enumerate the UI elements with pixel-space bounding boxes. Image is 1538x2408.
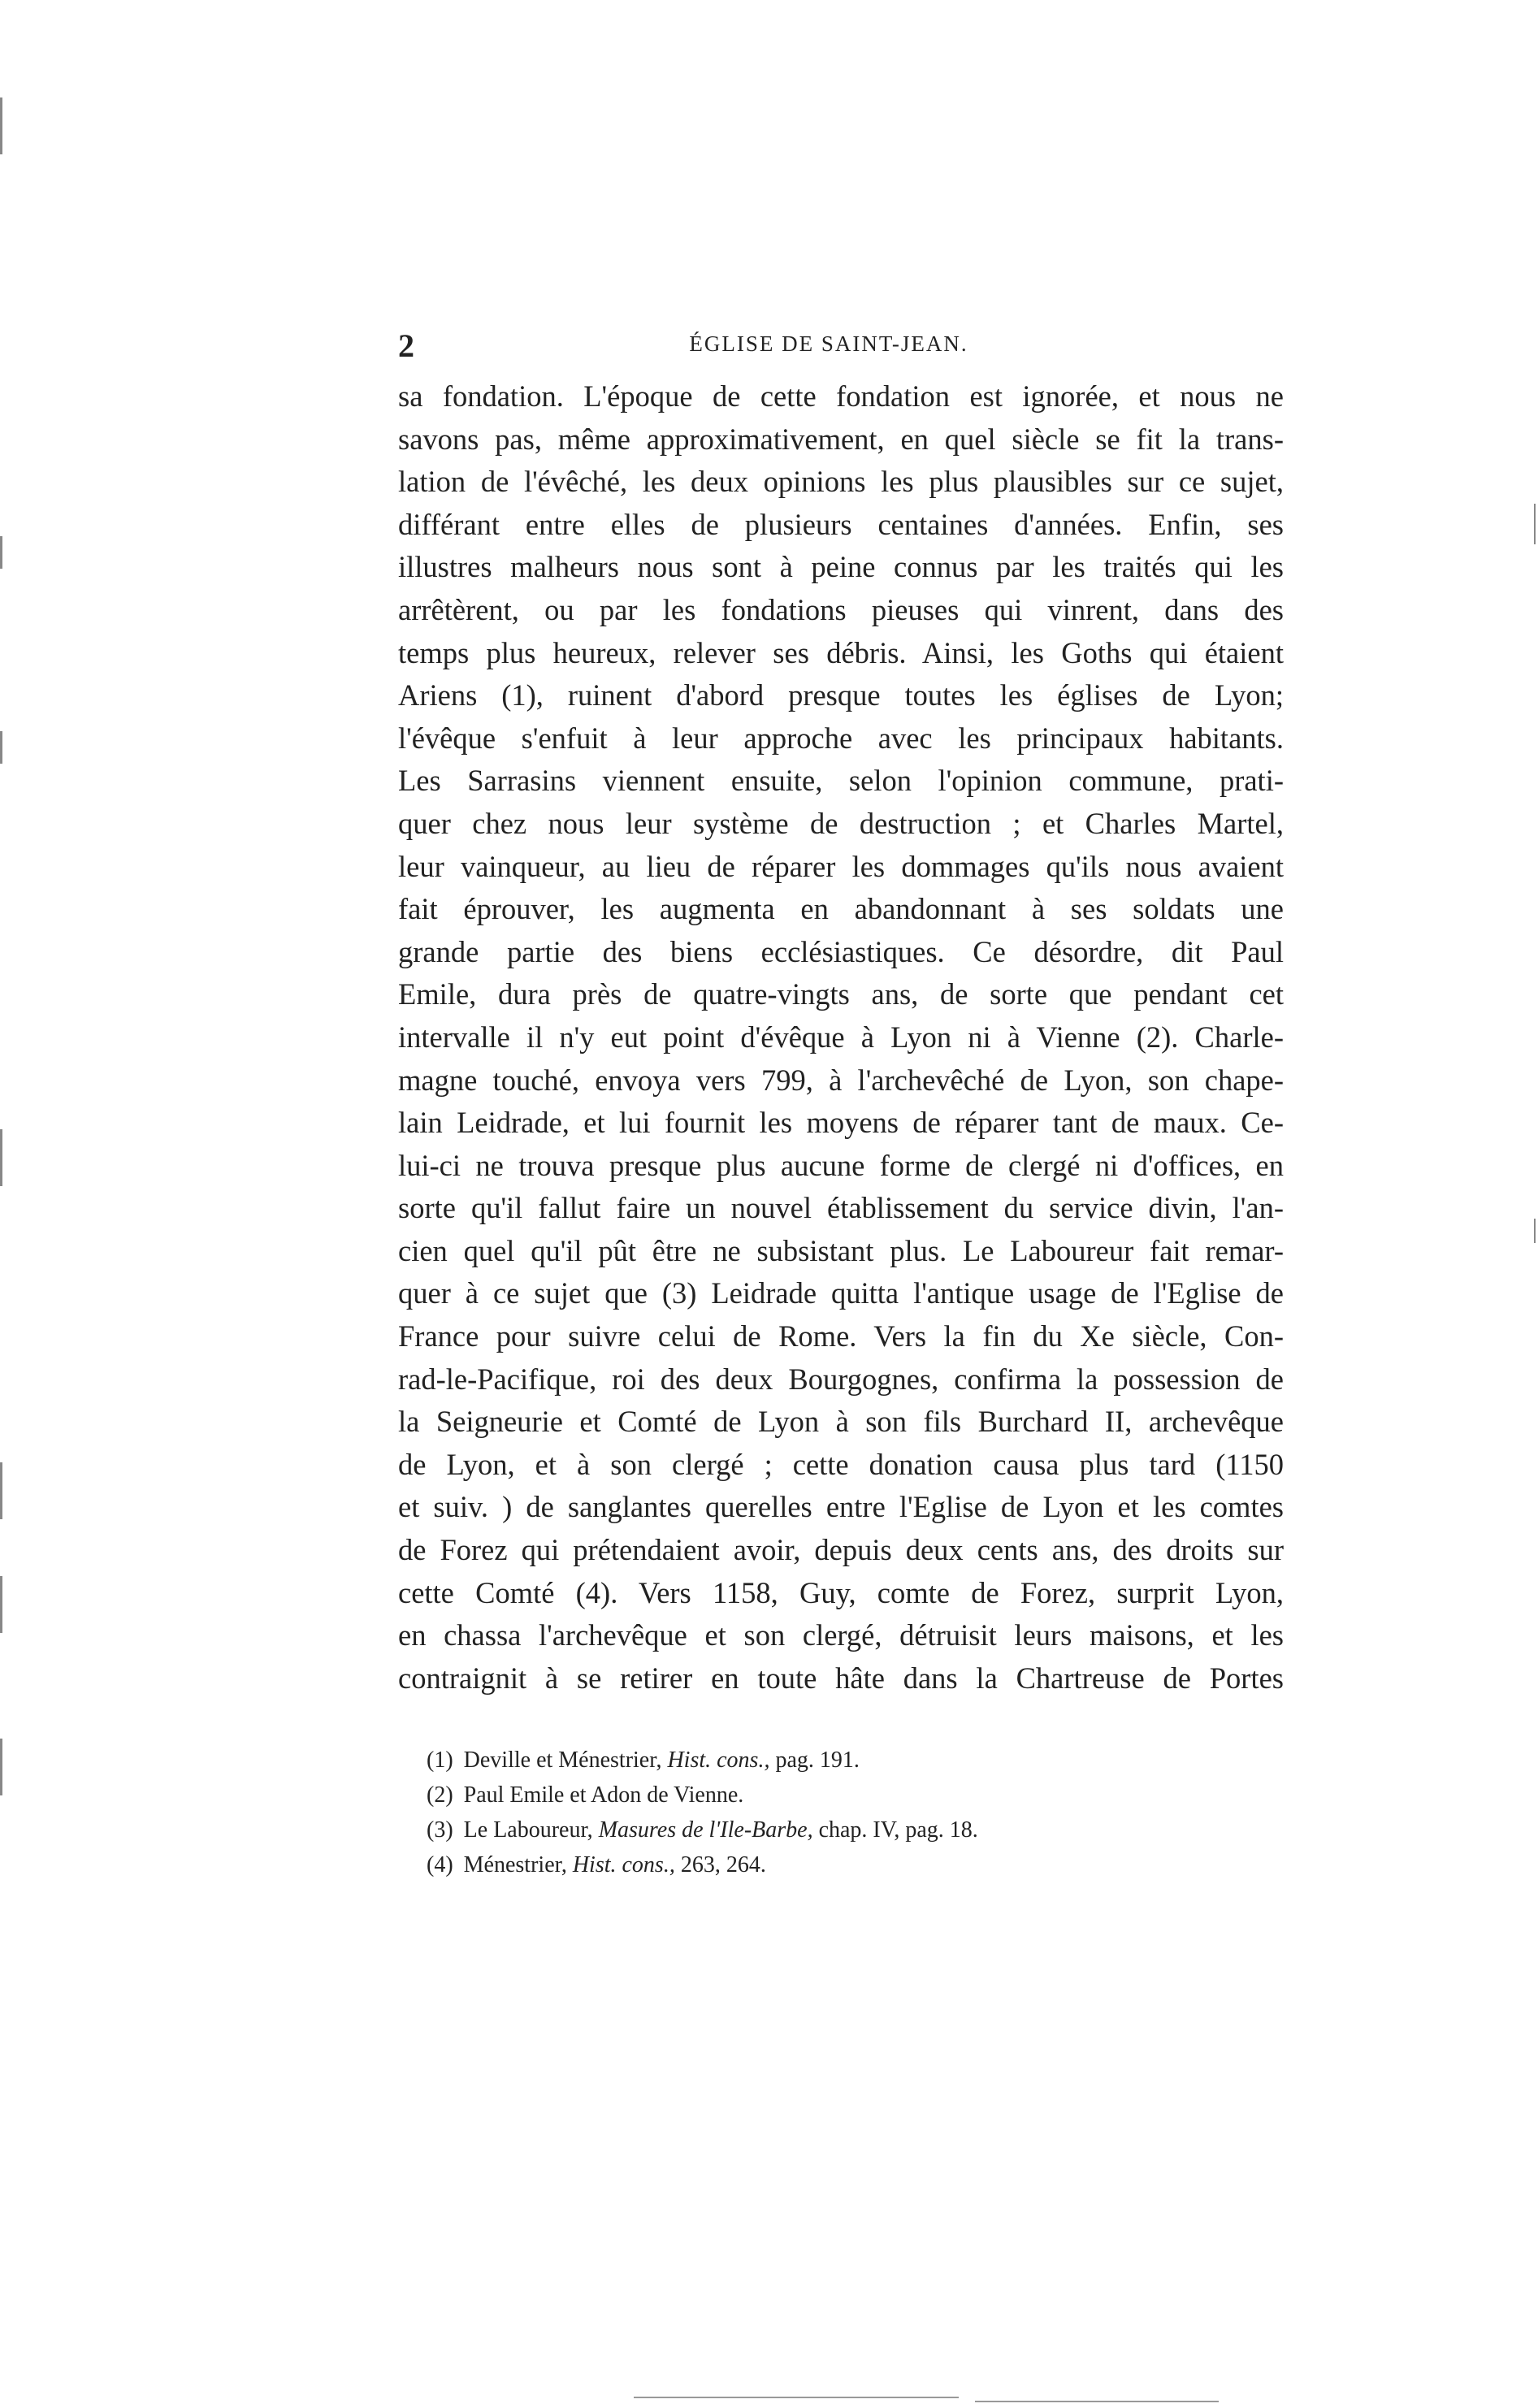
scan-edge-mark — [0, 1739, 2, 1795]
text-line: lation de l'évêché, les deux opinions les plus plausibles sur ce sujet, — [398, 465, 1284, 499]
text-line: la Seigneurie et Comté de Lyon à son fils Burchard II, archevêque — [398, 1405, 1284, 1439]
text-line: cien quel qu'il pût être ne subsistant plus. Le Laboureur fait remar- — [398, 1233, 1284, 1267]
text-line: grande partie des biens ecclésiastiques. Ce désordre, dit Paul — [398, 934, 1284, 968]
footnote-text: Deville et Ménestrier, — [463, 1748, 662, 1773]
footnote-number: (3) — [427, 1817, 453, 1843]
text-line: de Forez qui prétendaient avoir, depuis deux cents ans, des droits sur — [398, 1533, 1284, 1567]
scan-edge-mark — [0, 1576, 2, 1633]
scan-edge-mark — [1534, 504, 1536, 544]
footnote-text: Le Laboureur, — [463, 1817, 593, 1843]
text-line: fait éprouver, les augmenta en abandonnant à ses soldats une — [398, 892, 1284, 926]
text-line: Ariens (1), ruinent d'abord presque toutes les églises de Lyon; — [398, 678, 1284, 712]
text-line: Les Sarrasins viennent ensuite, selon l'opinion commune, prati- — [398, 764, 1284, 798]
body-text — [398, 375, 1284, 1700]
footnote — [427, 1812, 1239, 1847]
footnote — [427, 1778, 1239, 1812]
footnote-number: (4) — [427, 1852, 453, 1877]
text-line: cette Comté (4). Vers 1158, Guy, comte de Forez, surprit Lyon, — [398, 1575, 1284, 1609]
text-line: temps plus heureux, relever ses débris. Ainsi, les Goths qui étaient — [398, 635, 1284, 669]
running-title: ÉGLISE DE SAINT-JEAN. — [689, 331, 968, 356]
page-number: 2 — [398, 327, 414, 364]
footnote-title: Masures de l'Ile-Barbe, — [598, 1817, 813, 1843]
scan-edge-mark — [0, 731, 2, 764]
text-line: rad-le-Pacifique, roi des deux Bourgognes, confirma la possession de — [398, 1362, 1284, 1396]
scan-edge-mark — [1534, 1219, 1536, 1243]
footnote-title: Hist. cons., — [667, 1748, 770, 1773]
scan-edge-mark — [0, 97, 2, 154]
footnote — [427, 1847, 1239, 1882]
footnote-ref: pag. 191. — [775, 1748, 860, 1773]
footnote — [427, 1743, 1239, 1778]
footnote-text: Paul Emile et Adon de Vienne. — [463, 1782, 744, 1808]
scan-edge-mark — [0, 1462, 2, 1519]
text-line: leur vainqueur, au lieu de réparer les dommages qu'ils nous avaient — [398, 849, 1284, 883]
scan-bottom-rule — [975, 2401, 1219, 2402]
scan-bottom-rule — [634, 2397, 959, 2398]
text-line: en chassa l'archevêque et son clergé, détruisit leurs maisons, et les — [398, 1618, 1284, 1652]
scan-edge-mark — [0, 1129, 2, 1186]
text-line: différant entre elles de plusieurs centaines d'années. Enfin, ses — [398, 507, 1284, 541]
text-line: et suiv. ) de sanglantes querelles entre l'Eglise de Lyon et les comtes — [398, 1490, 1284, 1524]
text-line: contraignit à se retirer en toute hâte dans la Chartreuse de Portes — [398, 1661, 1284, 1695]
footnote-number: (2) — [427, 1782, 453, 1808]
text-line: Emile, dura près de quatre-vingts ans, de sorte que pendant cet — [398, 977, 1284, 1011]
text-line: quer à ce sujet que (3) Leidrade quitta l'antique usage de l'Eglise de — [398, 1276, 1284, 1310]
text-line: savons pas, même approximativement, en quel siècle se fit la trans- — [398, 422, 1284, 456]
text-line: illustres malheurs nous sont à peine connus par les traités qui les — [398, 550, 1284, 584]
text-line: sorte qu'il fallut faire un nouvel établissement du service divin, l'an- — [398, 1191, 1284, 1225]
text-line: arrêtèrent, ou par les fondations pieuses qui vinrent, dans des — [398, 592, 1284, 626]
text-line: quer chez nous leur système de destruction ; et Charles Martel, — [398, 806, 1284, 840]
text-line: lain Leidrade, et lui fournit les moyens de réparer tant de maux. Ce- — [398, 1106, 1284, 1140]
text-line: intervalle il n'y eut point d'évêque à Lyon ni à Vienne (2). Charle- — [398, 1020, 1284, 1054]
footnotes — [427, 1743, 1239, 1882]
scan-edge-mark — [0, 536, 2, 569]
footnote-number: (1) — [427, 1748, 453, 1773]
text-line: magne touché, envoya vers 799, à l'archevêché de Lyon, son chape- — [398, 1063, 1284, 1097]
text-line: lui-ci ne trouva presque plus aucune forme de clergé ni d'offices, en — [398, 1148, 1284, 1182]
text-line: l'évêque s'enfuit à leur approche avec les principaux habitants. — [398, 721, 1284, 755]
text-line: France pour suivre celui de Rome. Vers la fin du Xe siècle, Con- — [398, 1319, 1284, 1353]
footnote-ref: chap. IV, pag. 18. — [818, 1817, 978, 1843]
page-header — [398, 327, 1259, 367]
text-line: de Lyon, et à son clergé ; cette donation causa plus tard (1150 — [398, 1447, 1284, 1481]
footnote-text: Ménestrier, — [463, 1852, 567, 1877]
text-line: sa fondation. L'époque de cette fondation est ignorée, et nous ne — [398, 379, 1284, 413]
footnote-title: Hist. cons., — [572, 1852, 675, 1877]
footnote-ref: 263, 264. — [680, 1852, 766, 1877]
